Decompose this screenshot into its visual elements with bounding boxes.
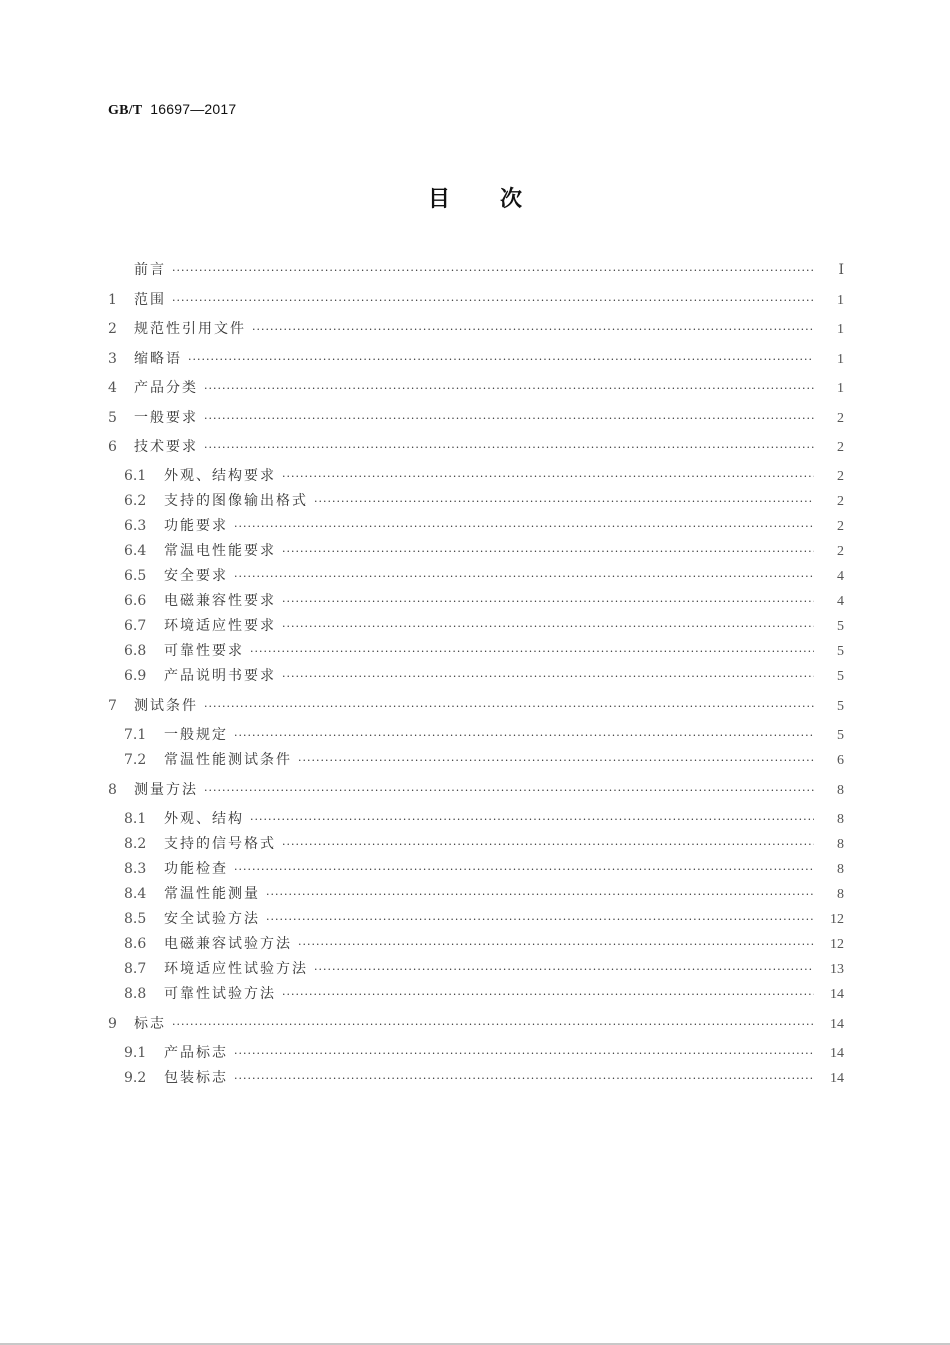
- toc-entry-page[interactable]: 2: [837, 411, 844, 426]
- toc-entry-page[interactable]: 14: [830, 1017, 844, 1032]
- toc-entry-page[interactable]: 12: [830, 937, 844, 952]
- toc-entry-label[interactable]: 标志: [134, 1016, 166, 1032]
- toc-entry[interactable]: [124, 566, 844, 586]
- toc-entry-number: 7.2: [124, 752, 147, 768]
- toc-entry[interactable]: [108, 696, 844, 716]
- toc-dot-leader: [266, 910, 814, 930]
- toc-entry-page[interactable]: 12: [830, 912, 844, 927]
- toc-entry-label[interactable]: 产品分类: [134, 380, 198, 396]
- toc-entry-page[interactable]: 5: [837, 669, 844, 684]
- toc-entry-label[interactable]: 可靠性要求: [164, 643, 244, 659]
- toc-entry-number: 6: [108, 439, 117, 455]
- toc-entry-number: 6.3: [124, 518, 147, 534]
- toc-entry[interactable]: [124, 884, 844, 904]
- toc-dot-leader: [234, 567, 814, 587]
- toc-entry[interactable]: [124, 1043, 844, 1063]
- toc-entry-label[interactable]: 产品标志: [164, 1045, 228, 1061]
- toc-entry-label[interactable]: 一般规定: [164, 727, 228, 743]
- toc-entry[interactable]: [124, 934, 844, 954]
- toc-entry-label[interactable]: 前言: [134, 262, 166, 278]
- toc-entry[interactable]: [124, 984, 844, 1004]
- toc-entry-page[interactable]: 5: [837, 619, 844, 634]
- toc-entry[interactable]: [108, 260, 844, 280]
- toc-entry-label[interactable]: 环境适应性试验方法: [164, 961, 308, 977]
- toc-entry-label[interactable]: 产品说明书要求: [164, 668, 276, 684]
- toc-entry-page[interactable]: 2: [837, 519, 844, 534]
- toc-dot-leader: [172, 1015, 814, 1035]
- toc-entry[interactable]: [124, 491, 844, 511]
- toc-entry-page[interactable]: 2: [837, 544, 844, 559]
- toc-entry[interactable]: [108, 780, 844, 800]
- toc-entry-label[interactable]: 测量方法: [134, 782, 198, 798]
- toc-dot-leader: [204, 781, 814, 801]
- toc-entry-page[interactable]: 5: [837, 728, 844, 743]
- toc-dot-leader: [282, 592, 814, 612]
- toc-entry-page[interactable]: 1: [837, 322, 844, 337]
- toc-entry-number: 3: [108, 351, 117, 367]
- toc-entry-page[interactable]: 5: [837, 644, 844, 659]
- toc-entry-label[interactable]: 支持的信号格式: [164, 836, 276, 852]
- toc-entry-number: 6.5: [124, 568, 147, 584]
- toc-dot-leader: [250, 642, 814, 662]
- toc-entry-number: 8.3: [124, 861, 147, 877]
- toc-entry-number: 6.1: [124, 468, 147, 484]
- toc-entry-page[interactable]: 8: [837, 837, 844, 852]
- toc-entry-number: 8.6: [124, 936, 147, 952]
- toc-dot-leader: [250, 810, 814, 830]
- toc-entry-number: 5: [108, 410, 117, 426]
- toc-entry-number: 7: [108, 698, 117, 714]
- toc-entry-label[interactable]: 电磁兼容性要求: [164, 593, 276, 609]
- toc-entry[interactable]: [124, 616, 844, 636]
- toc-entry[interactable]: [108, 378, 844, 398]
- toc-entry-number: 8.1: [124, 811, 147, 827]
- toc-entry-page[interactable]: 8: [837, 783, 844, 798]
- toc-dot-leader: [172, 261, 814, 281]
- toc-entry[interactable]: [124, 641, 844, 661]
- toc-entry-page[interactable]: 1: [837, 293, 844, 308]
- toc-entry-label[interactable]: 常温性能测量: [164, 886, 260, 902]
- toc-entry-page[interactable]: 6: [837, 753, 844, 768]
- toc-entry-number: 6.4: [124, 543, 147, 559]
- toc-entry-label[interactable]: 安全要求: [164, 568, 228, 584]
- toc-dot-leader: [204, 697, 814, 717]
- toc-entry-label[interactable]: 电磁兼容试验方法: [164, 936, 292, 952]
- toc-entry-label[interactable]: 技术要求: [134, 439, 198, 455]
- toc-dot-leader: [252, 320, 814, 340]
- toc-entry[interactable]: [124, 466, 844, 486]
- toc-entry[interactable]: [124, 834, 844, 854]
- page-title: 目次: [427, 187, 572, 212]
- toc-entry[interactable]: [124, 1068, 844, 1088]
- toc-entry-page[interactable]: Ⅰ: [838, 263, 844, 278]
- toc-entry-page[interactable]: 2: [837, 440, 844, 455]
- toc-entry[interactable]: [108, 437, 844, 457]
- toc-entry[interactable]: [124, 591, 844, 611]
- toc-entry-page[interactable]: 8: [837, 862, 844, 877]
- toc-dot-leader: [234, 1069, 814, 1089]
- toc-entry-number: 9.1: [124, 1045, 147, 1061]
- toc-dot-leader: [282, 667, 814, 687]
- toc-entry-label[interactable]: 测试条件: [134, 698, 198, 714]
- toc-entry-label[interactable]: 常温性能测试条件: [164, 752, 292, 768]
- toc-entry-label[interactable]: 可靠性试验方法: [164, 986, 276, 1002]
- toc-entry-label[interactable]: 功能检查: [164, 861, 228, 877]
- toc-dot-leader: [282, 467, 814, 487]
- toc-entry-number: 6.7: [124, 618, 147, 634]
- toc-entry-number: 2: [108, 321, 117, 337]
- toc-dot-leader: [234, 860, 814, 880]
- toc-entry-label[interactable]: 外观、结构: [164, 811, 244, 827]
- toc-entry-label[interactable]: 功能要求: [164, 518, 228, 534]
- toc-entry[interactable]: [108, 408, 844, 428]
- toc-dot-leader: [282, 542, 814, 562]
- toc-dot-leader: [204, 438, 814, 458]
- toc-dot-leader: [314, 492, 814, 512]
- toc-entry-number: 8.5: [124, 911, 147, 927]
- toc-entry-number: 1: [108, 292, 117, 308]
- toc-entry-label[interactable]: 缩略语: [134, 351, 182, 367]
- toc-entry-number: 6.9: [124, 668, 147, 684]
- toc-entry-label[interactable]: 包装标志: [164, 1070, 228, 1086]
- toc-entry-number: 8: [108, 782, 117, 798]
- toc-entry-label[interactable]: 范围: [134, 292, 166, 308]
- toc-entry-number: 8.8: [124, 986, 147, 1002]
- toc-entry[interactable]: [124, 541, 844, 561]
- toc-entry-page[interactable]: 8: [837, 812, 844, 827]
- toc-entry-number: 9.2: [124, 1070, 147, 1086]
- toc-entry-page[interactable]: 4: [837, 569, 844, 584]
- toc-dot-leader: [266, 885, 814, 905]
- toc-entry-number: 8.7: [124, 961, 147, 977]
- toc-dot-leader: [298, 935, 814, 955]
- toc-entry[interactable]: [124, 859, 844, 879]
- toc-dot-leader: [234, 1044, 814, 1064]
- standard-prefix: GB/T: [108, 103, 143, 118]
- standard-number: 16697—2017: [150, 101, 237, 117]
- toc-entry[interactable]: [124, 909, 844, 929]
- toc-entry[interactable]: [108, 319, 844, 339]
- toc-entry-page[interactable]: 14: [830, 1046, 844, 1061]
- toc-entry-page[interactable]: 13: [830, 962, 844, 977]
- toc-entry[interactable]: [124, 809, 844, 829]
- toc-entry[interactable]: [108, 290, 844, 310]
- toc-entry-label[interactable]: 支持的图像输出格式: [164, 493, 308, 509]
- toc-entry-page[interactable]: 14: [830, 987, 844, 1002]
- toc-dot-leader: [298, 751, 814, 771]
- toc-entry-page[interactable]: 1: [837, 352, 844, 367]
- toc-dot-leader: [204, 409, 814, 429]
- toc-entry[interactable]: [108, 1014, 844, 1034]
- toc-entry[interactable]: [124, 725, 844, 745]
- toc-entry[interactable]: [124, 750, 844, 770]
- toc-entry-label[interactable]: 一般要求: [134, 410, 198, 426]
- toc-dot-leader: [188, 350, 814, 370]
- toc-dot-leader: [282, 617, 814, 637]
- toc-entry-label[interactable]: 外观、结构要求: [164, 468, 276, 484]
- toc-dot-leader: [282, 985, 814, 1005]
- toc-entry[interactable]: [124, 959, 844, 979]
- toc-entry-page[interactable]: 4: [837, 594, 844, 609]
- toc-entry-page[interactable]: 2: [837, 469, 844, 484]
- toc-entry-page[interactable]: 14: [830, 1071, 844, 1086]
- toc-entry[interactable]: [108, 349, 844, 369]
- toc-entry[interactable]: [124, 666, 844, 686]
- toc-entry-page[interactable]: 5: [837, 699, 844, 714]
- toc-dot-leader: [172, 291, 814, 311]
- toc-entry-number: 6.6: [124, 593, 147, 609]
- toc-entry-label[interactable]: 规范性引用文件: [134, 321, 246, 337]
- standard-code: [108, 101, 236, 119]
- toc-entry[interactable]: [124, 516, 844, 536]
- toc-entry-label[interactable]: 安全试验方法: [164, 911, 260, 927]
- toc-dot-leader: [204, 379, 814, 399]
- toc-dot-leader: [282, 835, 814, 855]
- toc-entry-page[interactable]: 1: [837, 381, 844, 396]
- toc-entry-number: 9: [108, 1016, 117, 1032]
- toc-dot-leader: [234, 726, 814, 746]
- toc-dot-leader: [314, 960, 814, 980]
- toc-entry-number: 7.1: [124, 727, 147, 743]
- toc-entry-page[interactable]: 8: [837, 887, 844, 902]
- toc-entry-number: 6.8: [124, 643, 147, 659]
- toc-entry-number: 8.4: [124, 886, 147, 902]
- toc-dot-leader: [234, 517, 814, 537]
- toc-entry-number: 8.2: [124, 836, 147, 852]
- toc-entry-label[interactable]: 环境适应性要求: [164, 618, 276, 634]
- toc-entry-page[interactable]: 2: [837, 494, 844, 509]
- toc-entry-number: 4: [108, 380, 117, 396]
- toc-entry-number: 6.2: [124, 493, 147, 509]
- toc-entry-label[interactable]: 常温电性能要求: [164, 543, 276, 559]
